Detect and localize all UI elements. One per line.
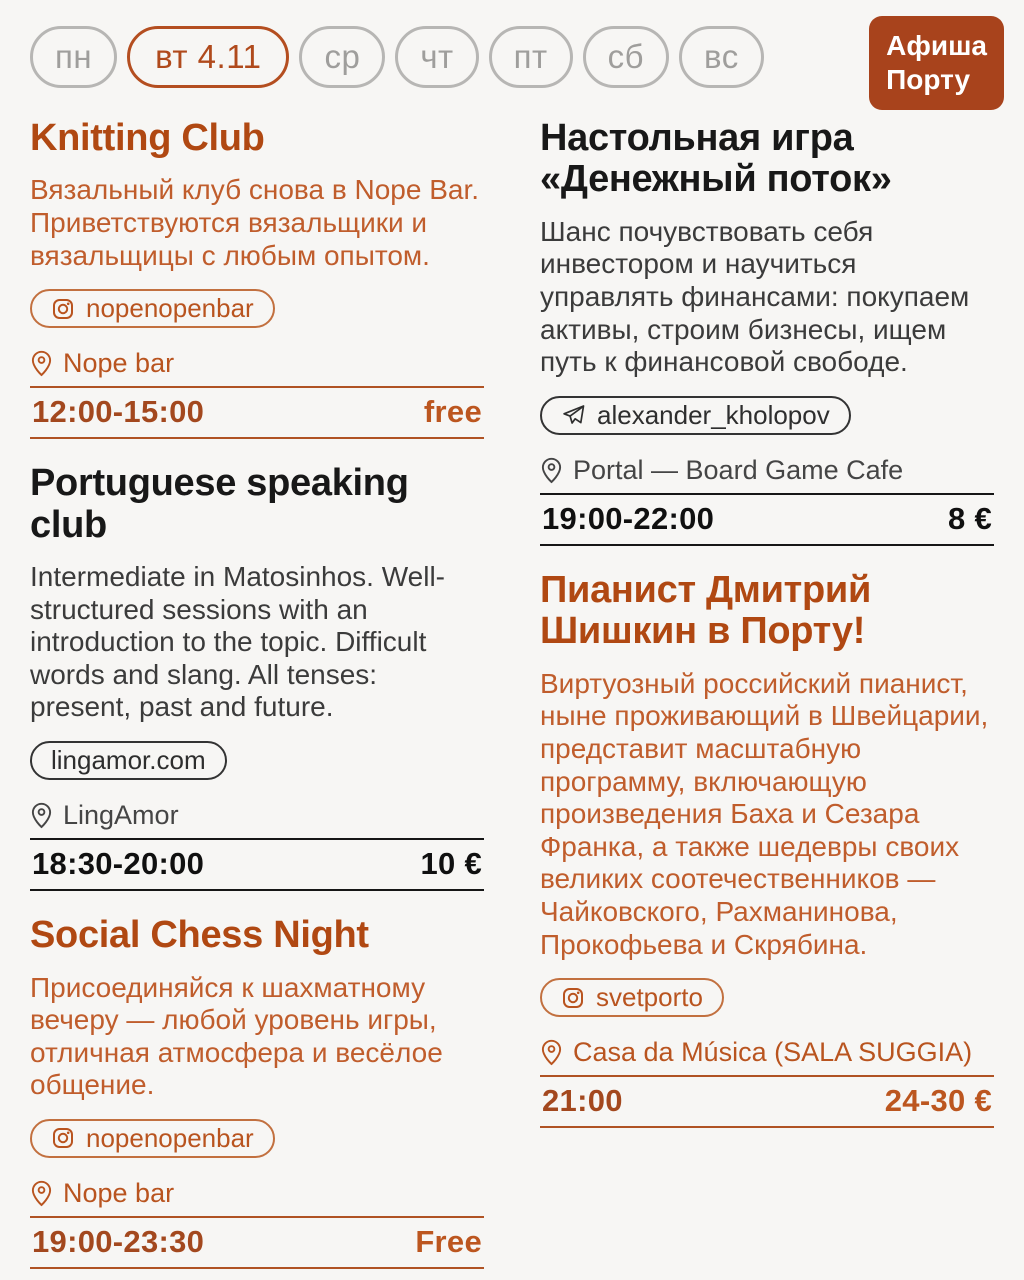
event-card-knitting-club xyxy=(30,118,484,439)
event-description: Присоединяйся к шахматному вечеру — любой уровень игры, отличная атмосфера и весёлое общение. xyxy=(30,971,443,1101)
event-description: Виртуозный российский пианист, ныне проживающий в Швейцарии, представит масштабную программу, включающую произведения Баха и Сезара Франка, а также шедевры своих великих соотечественников — Чайковского, Рахманинова, Прокофьева и Скрябина. xyxy=(540,667,989,960)
event-time: 21:00 xyxy=(542,1083,623,1119)
event-schedule xyxy=(30,1216,484,1269)
day-tab-sat[interactable]: сб xyxy=(583,26,669,88)
event-location xyxy=(30,348,484,379)
event-schedule xyxy=(30,386,484,439)
event-time: 19:00-23:30 xyxy=(32,1223,205,1259)
location-pin-icon xyxy=(540,457,563,484)
event-title: Настольная игра «Денежный поток» xyxy=(540,117,892,201)
day-tab-fri[interactable]: пт xyxy=(489,26,573,88)
column-right xyxy=(540,118,994,1280)
event-location-label: Casa da Música (SALA SUGGIA) xyxy=(573,1037,973,1068)
event-price: 8 € xyxy=(948,500,992,536)
telegram-icon xyxy=(561,403,586,427)
event-tag-label: lingamor.com xyxy=(51,745,206,776)
event-time: 19:00-22:00 xyxy=(542,500,715,536)
brand-badge xyxy=(869,16,1004,110)
event-location xyxy=(540,1037,994,1068)
event-price: 10 € xyxy=(420,846,482,882)
event-title: Knitting Club xyxy=(30,117,265,159)
event-location xyxy=(30,1178,484,1209)
event-tag-label: svetporto xyxy=(596,982,703,1013)
event-price: 24-30 € xyxy=(884,1083,992,1119)
event-title: Пианист Дмитрий Шишкин в Порту! xyxy=(540,568,872,653)
day-tab-mon[interactable]: пн xyxy=(30,26,117,88)
event-title: Portuguese speaking club xyxy=(30,462,409,546)
event-schedule xyxy=(30,838,484,891)
event-description: Вязальный клуб снова в Nope Bar. Приветствуются вязальщики и вязальщицы с любым опытом. xyxy=(30,174,480,271)
day-tab-sun[interactable]: вс xyxy=(679,26,764,88)
instagram-icon xyxy=(51,297,75,321)
day-tab-tue-selected[interactable]: вт 4.11 xyxy=(127,26,289,88)
location-pin-icon xyxy=(30,350,53,377)
brand-line2: Порту xyxy=(886,63,971,95)
events-grid xyxy=(30,118,994,1280)
event-card-social-chess-night xyxy=(30,915,484,1269)
event-tag-label: nopenopenbar xyxy=(86,1122,254,1153)
event-card-board-game-cashflow xyxy=(540,118,994,546)
event-card-pianist-shishkin xyxy=(540,570,994,1128)
column-left xyxy=(30,118,484,1280)
event-schedule xyxy=(540,493,994,546)
event-tag-label: nopenopenbar xyxy=(86,293,254,324)
location-pin-icon xyxy=(30,1180,53,1207)
event-description: Шанс почувствовать себя инвестором и научиться управлять финансами: покупаем активы, строим бизнесы, ищем путь к финансовой свободе. xyxy=(540,215,970,378)
event-tag-link[interactable] xyxy=(30,289,275,328)
event-tag-link[interactable] xyxy=(540,396,851,435)
event-tag-link[interactable] xyxy=(30,741,227,780)
event-location xyxy=(30,800,484,831)
event-title: Social Chess Night xyxy=(30,914,369,957)
event-time: 18:30-20:00 xyxy=(32,846,205,882)
day-tab-wed[interactable]: ср xyxy=(299,26,385,88)
event-tag-label: alexander_kholopov xyxy=(597,399,830,430)
event-location-label: Portal — Board Game Cafe xyxy=(573,454,904,485)
location-pin-icon xyxy=(30,802,53,829)
event-location-label: Nope bar xyxy=(63,348,175,379)
event-tag-link[interactable] xyxy=(540,978,724,1017)
event-schedule xyxy=(540,1075,994,1128)
event-card-portuguese-club xyxy=(30,463,484,891)
instagram-icon xyxy=(561,986,585,1010)
weekday-bar xyxy=(30,26,994,88)
event-price: Free xyxy=(415,1223,482,1259)
day-tab-thu[interactable]: чт xyxy=(395,26,478,88)
event-location-label: Nope bar xyxy=(63,1177,175,1208)
instagram-icon xyxy=(51,1126,75,1150)
event-description: Intermediate in Matosinhos. Well-structured sessions with an introduction to the topic. Difficult words and slang. All tenses: present, past and future. xyxy=(30,561,445,723)
event-price: free xyxy=(423,394,482,430)
brand-line1: Афиша xyxy=(886,30,987,61)
event-location xyxy=(540,455,994,486)
event-time: 12:00-15:00 xyxy=(32,394,205,430)
event-tag-link[interactable] xyxy=(30,1119,275,1158)
location-pin-icon xyxy=(540,1039,563,1066)
event-location-label: LingAmor xyxy=(63,800,179,831)
